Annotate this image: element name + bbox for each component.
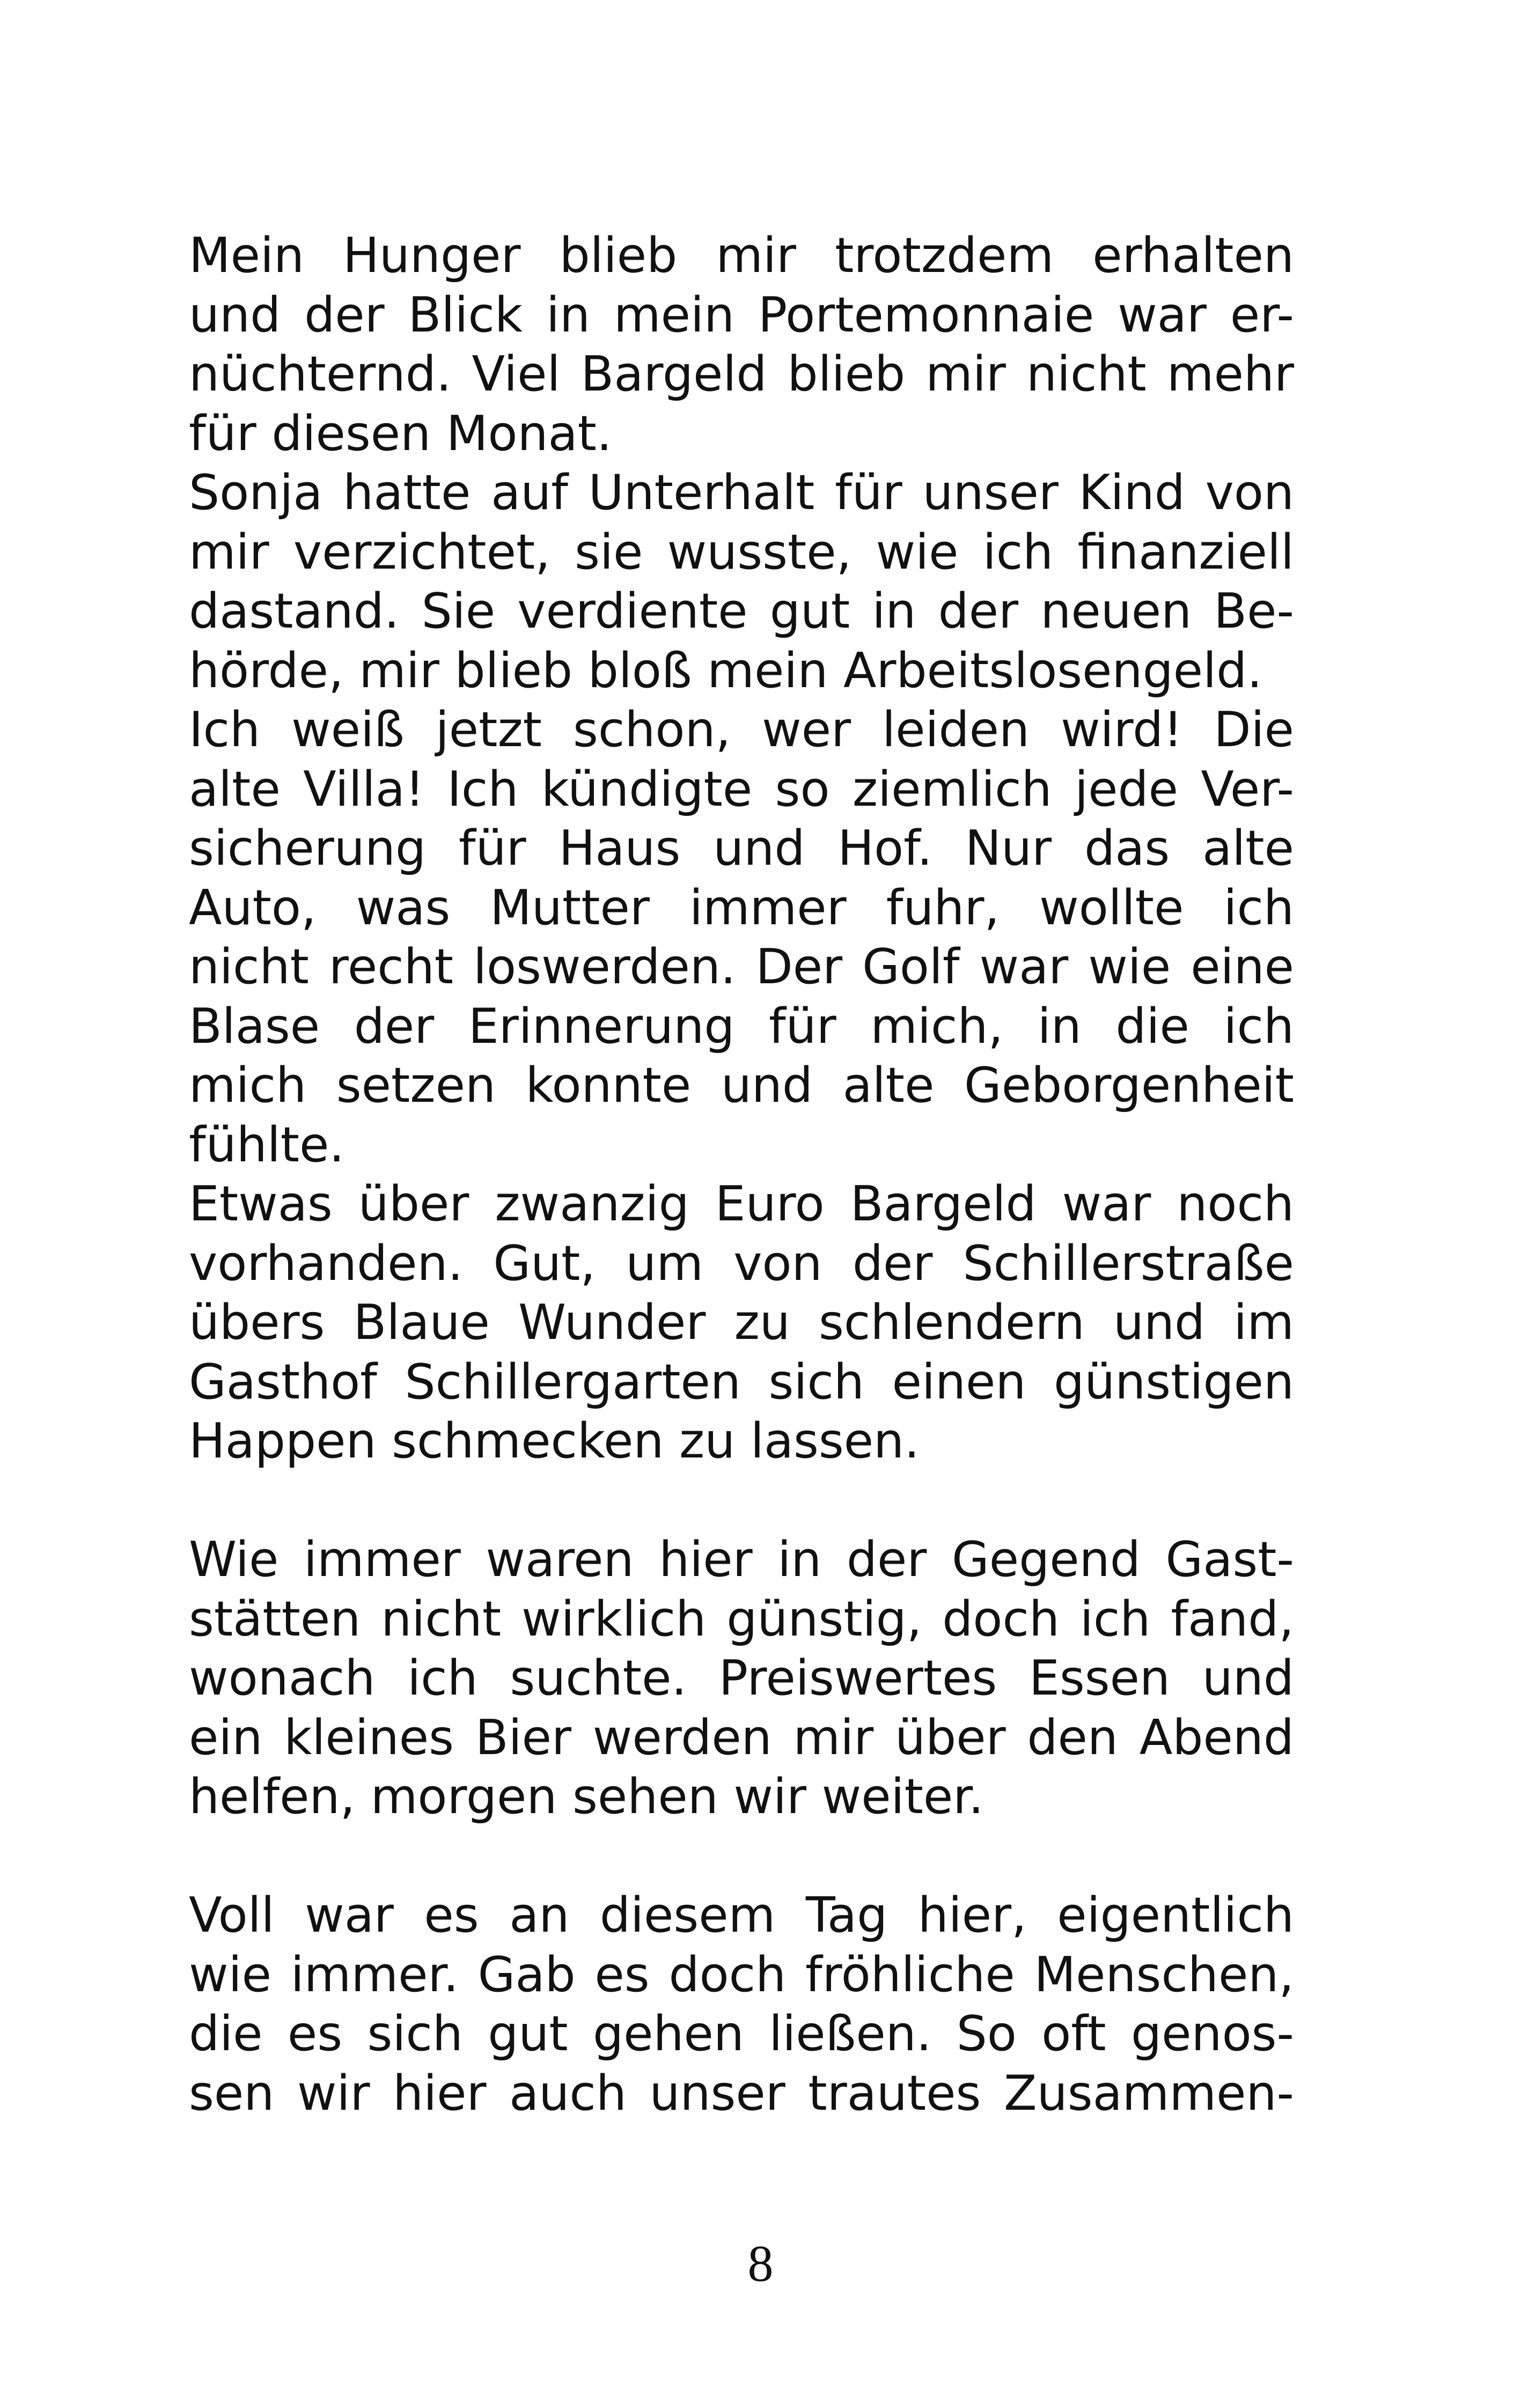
text-line: mir verzichtet, sie wusste, wie ich finanziell bbox=[189, 524, 1294, 580]
text-line: helfen, morgen sehen wir weiter. bbox=[189, 1769, 984, 1825]
paragraph-gap bbox=[189, 1827, 1294, 1887]
text-line: wie immer. Gab es doch fröhliche Menschen, bbox=[189, 1946, 1294, 2003]
text-line: übers Blaue Wunder zu schlendern und im bbox=[189, 1294, 1294, 1351]
text-line: Sonja hatte auf Unterhalt für unser Kind von bbox=[189, 465, 1294, 521]
text-line: Auto, was Mutter immer fuhr, wollte ich bbox=[189, 879, 1294, 936]
text-line: Mein Hunger blieb mir trotzdem erhalten bbox=[189, 227, 1294, 284]
text-line: Wie immer waren hier in der Gegend Gast- bbox=[189, 1531, 1294, 1588]
page-number: 8 bbox=[747, 2235, 774, 2292]
text-line: fühlte. bbox=[189, 1116, 345, 1173]
text-line: für diesen Monat. bbox=[189, 405, 612, 462]
text-line: Ich weiß jetzt schon, wer leiden wird! Die bbox=[189, 702, 1294, 758]
text-line: wonach ich suchte. Preiswertes Essen und bbox=[189, 1650, 1294, 1706]
text-line: sen wir hier auch unser trautes Zusammen- bbox=[189, 2065, 1294, 2122]
text-line: sicherung für Haus und Hof. Nur das alte bbox=[189, 820, 1294, 877]
text-line: nüchternd. Viel Bargeld blieb mir nicht mehr bbox=[189, 346, 1294, 402]
paragraph-gap bbox=[189, 1471, 1294, 1531]
text-line: stätten nicht wirklich günstig, doch ich fand, bbox=[189, 1590, 1294, 1647]
text-line: die es sich gut gehen ließen. So oft genos- bbox=[189, 2006, 1294, 2062]
text-line: hörde, mir blieb bloß mein Arbeitslosengeld. bbox=[189, 642, 1262, 699]
text-line: Etwas über zwanzig Euro Bargeld war noch bbox=[189, 1176, 1294, 1232]
text-line: vorhanden. Gut, um von der Schillerstraße bbox=[189, 1235, 1294, 1292]
body-text bbox=[189, 226, 1294, 2123]
text-line: und der Blick in mein Portemonnaie war er- bbox=[189, 286, 1294, 343]
text-line: ein kleines Bier werden mir über den Abend bbox=[189, 1709, 1294, 1766]
text-line: Blase der Erinnerung für mich, in die ich bbox=[189, 998, 1294, 1055]
text-line: alte Villa! Ich kündigte so ziemlich jede Ver- bbox=[189, 761, 1294, 818]
text-line: dastand. Sie verdiente gut in der neuen Be- bbox=[189, 583, 1294, 639]
text-line: Voll war es an diesem Tag hier, eigentlich bbox=[189, 1887, 1294, 1943]
text-line: mich setzen konnte und alte Geborgenheit bbox=[189, 1057, 1294, 1114]
text-line: nicht recht loswerden. Der Golf war wie eine bbox=[189, 939, 1294, 995]
text-line: Happen schmecken zu lassen. bbox=[189, 1413, 920, 1469]
text-line: Gasthof Schillergarten sich einen günstigen bbox=[189, 1353, 1294, 1410]
